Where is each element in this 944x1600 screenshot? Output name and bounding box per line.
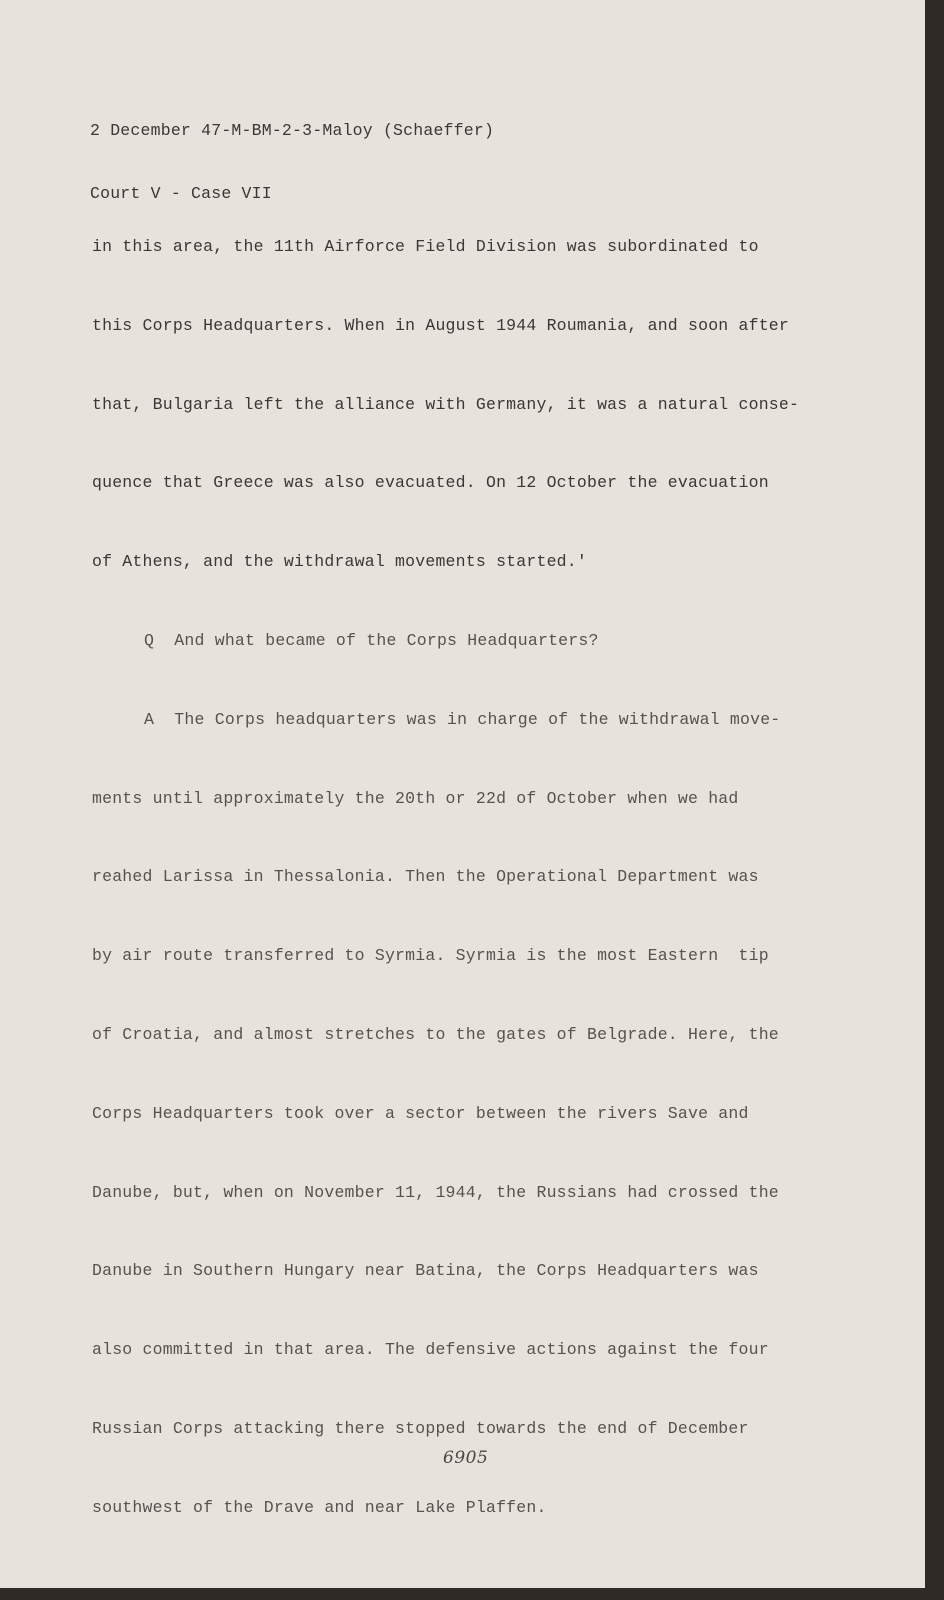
header-date-reference: 2 December 47-M-BM-2-3-Maloy (Schaeffer) — [90, 121, 495, 140]
transcript-line: in this area, the 11th Airforce Field Division was subordinated to — [92, 237, 759, 256]
scan-border-right — [925, 0, 944, 1600]
transcript-line: of Croatia, and almost stretches to the gates of Belgrade. Here, the — [92, 1024, 779, 1044]
transcript-line: ments until approximately the 20th or 22d of October when we had — [92, 788, 739, 808]
page-number: 6905 — [443, 1448, 489, 1468]
transcript-body — [92, 199, 852, 1577]
transcript-line: this Corps Headquarters. When in August 1944 Roumania, and soon after — [92, 315, 790, 335]
transcript-line: Danube in Southern Hungary near Batina, the Corps Headquarters was — [92, 1261, 759, 1281]
transcript-line: reahed Larissa in Thessalonia. Then the Operational Department was — [92, 867, 759, 887]
transcript-line: Danube, but, when on November 11, 1944, the Russians had crossed the — [92, 1182, 779, 1202]
answer-line: A The Corps headquarters was in charge of the withdrawal move- — [144, 709, 781, 729]
transcript-line: Russian Corps attacking there stopped towards the end of December — [92, 1418, 749, 1438]
transcript-line: of Athens, and the withdrawal movements started.' — [92, 552, 587, 572]
transcript-line: southwest of the Drave and near Lake Plaffen. — [92, 1497, 547, 1517]
transcript-line: by air route transferred to Syrmia. Syrmia is the most Eastern tip — [92, 946, 769, 966]
transcript-line: quence that Greece was also evacuated. On 12 October the evacuation — [92, 473, 769, 493]
transcript-line: also committed in that area. The defensive actions against the four — [92, 1340, 769, 1360]
transcript-line: Corps Headquarters took over a sector between the rivers Save and — [92, 1103, 749, 1123]
transcript-line: that, Bulgaria left the alliance with Germany, it was a natural conse- — [92, 394, 800, 414]
header-court-case: Court V - Case VII — [90, 184, 272, 203]
scan-border-bottom — [0, 1588, 944, 1600]
question-line: Q And what became of the Corps Headquarters? — [144, 630, 599, 650]
